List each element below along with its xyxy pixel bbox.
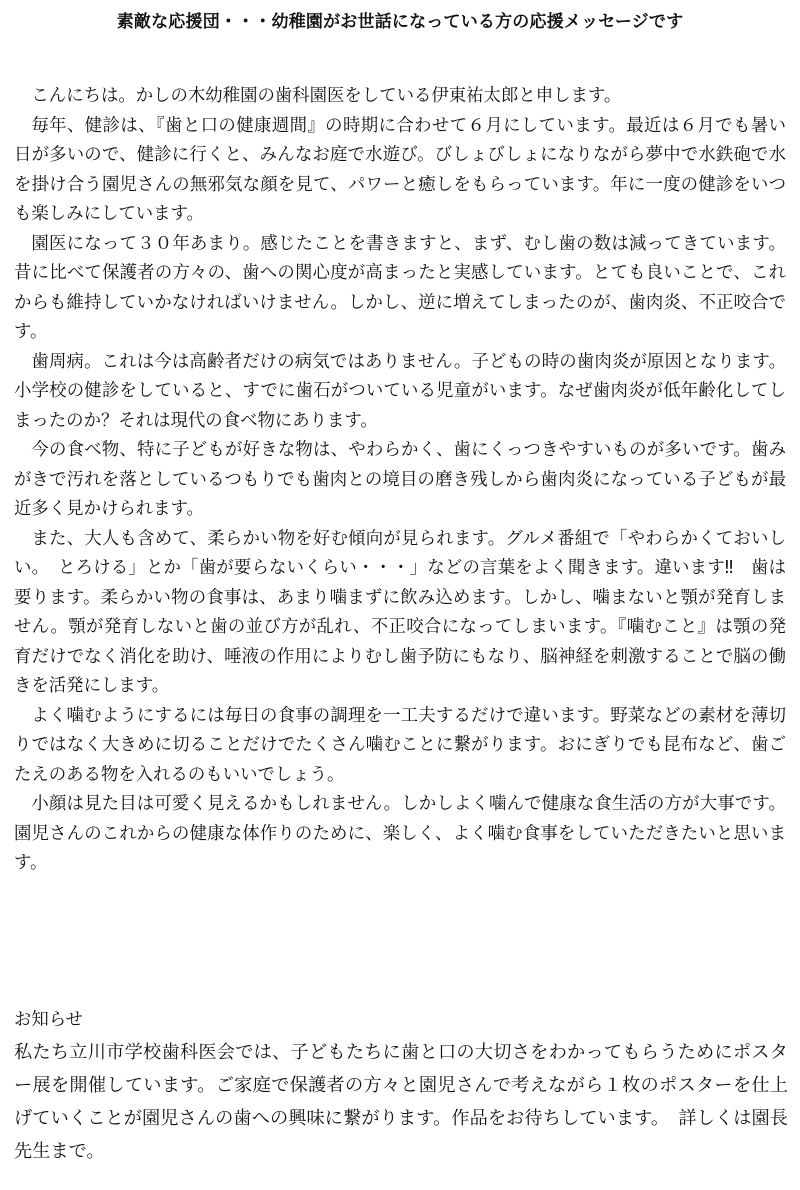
message-paragraph-cooking-tips: よく噛むようにするには毎日の食事の調理を一工夫するだけで違います。野菜などの素材を薄切りではなく大きめに切ることだけでたくさん噛むことに繋がります。おにぎりでも昆布など、歯ごたえのある物を入れるのもいいでしょう。 bbox=[14, 705, 786, 785]
message-paragraph-greeting: こんにちは。かしの木幼稚園の歯科園医をしている伊東祐太郎と申します。 bbox=[31, 86, 622, 106]
message-paragraph-checkup: 毎年、健診は、『歯と口の健康週間』の時期に合わせて６月にしています。最近は６月でも暑い日が多いので、健診に行くと、みんなお庭で水遊び。びしょびしょになりながら夢中で水鉄砲で水を掛け合う園児さんの無邪気な顔を見て、パワーと癒しをもらっています。年に一度の健診をいつも楽しみにしています。 bbox=[14, 115, 786, 224]
notice-section bbox=[14, 1006, 788, 1168]
page-title: 素敵な応援団・・・幼稚園がお世話になっている方の応援メッセージです bbox=[116, 12, 684, 32]
dentist-message bbox=[14, 82, 786, 879]
notice-body: 私たち立川市学校歯科医会では、子どもたちに歯と口の大切さをわかってもらうためにポスター展を開催しています。ご家庭で保護者の方々と園児さんで考えながら１枚のポスターを仕上げていくことが園児さんの歯への興味に繋がります。作品をお待ちしています。 詳しくは園長先生まで。 bbox=[14, 1041, 788, 1162]
message-paragraph-chewing: また、大人も含めて、柔らかい物を好む傾向が見られます。グルメ番組で「やわらかくておいしい。 とろける」とか「歯が要らないくらい・・・」などの言葉をよく聞きます。違います‼ 歯は要ります。柔らかい物の食事は、あまり噛まずに飲み込めます。しかし、噛まないと顎が発育しません。顎が発育しないと歯の並び方が乱れ、不正咬合になってしまいます。『噛むこと』は顎の発育だけでなく消化を助け、唾液の作用によりむし歯予防にもなり、脳神経を刺激することで脳の働きを活発にします。 bbox=[14, 528, 786, 696]
message-paragraph-food: 今の食べ物、特に子どもが好きな物は、やわらかく、歯にくっつきやすいものが多いです。歯みがきで汚れを落としているつもりでも歯肉との境目の磨き残しから歯肉炎になっている子どもが最近多く見かけられます。 bbox=[14, 440, 786, 519]
message-paragraph-trends: 園医になって３０年あまり。感じたことを書きますと、まず、むし歯の数は減ってきています。昔に比べて保護者の方々の、歯への関心度が高まったと実感しています。とても良いことで、これからも維持していかなければいけません。しかし、逆に増えてしまったのが、歯肉炎、不正咬合です。 bbox=[14, 233, 786, 342]
message-paragraph-periodontal: 歯周病。これは今は高齢者だけの病気ではありません。子どもの時の歯肉炎が原因となります。小学校の健診をしていると、すでに歯石がついている児童がいます。なぜ歯肉炎が低年齢化してしまったのか？それは現代の食べ物にあります。 bbox=[14, 351, 786, 431]
notice-heading: お知らせ bbox=[14, 1010, 84, 1030]
message-paragraph-closing: 小顔は見た目は可愛く見えるかもしれません。しかしよく噛んで健康な食生活の方が大事です。園児さんのこれからの健康な体作りのために、楽しく、よく噛む食事をしていただきたいと思います。 bbox=[14, 794, 786, 873]
